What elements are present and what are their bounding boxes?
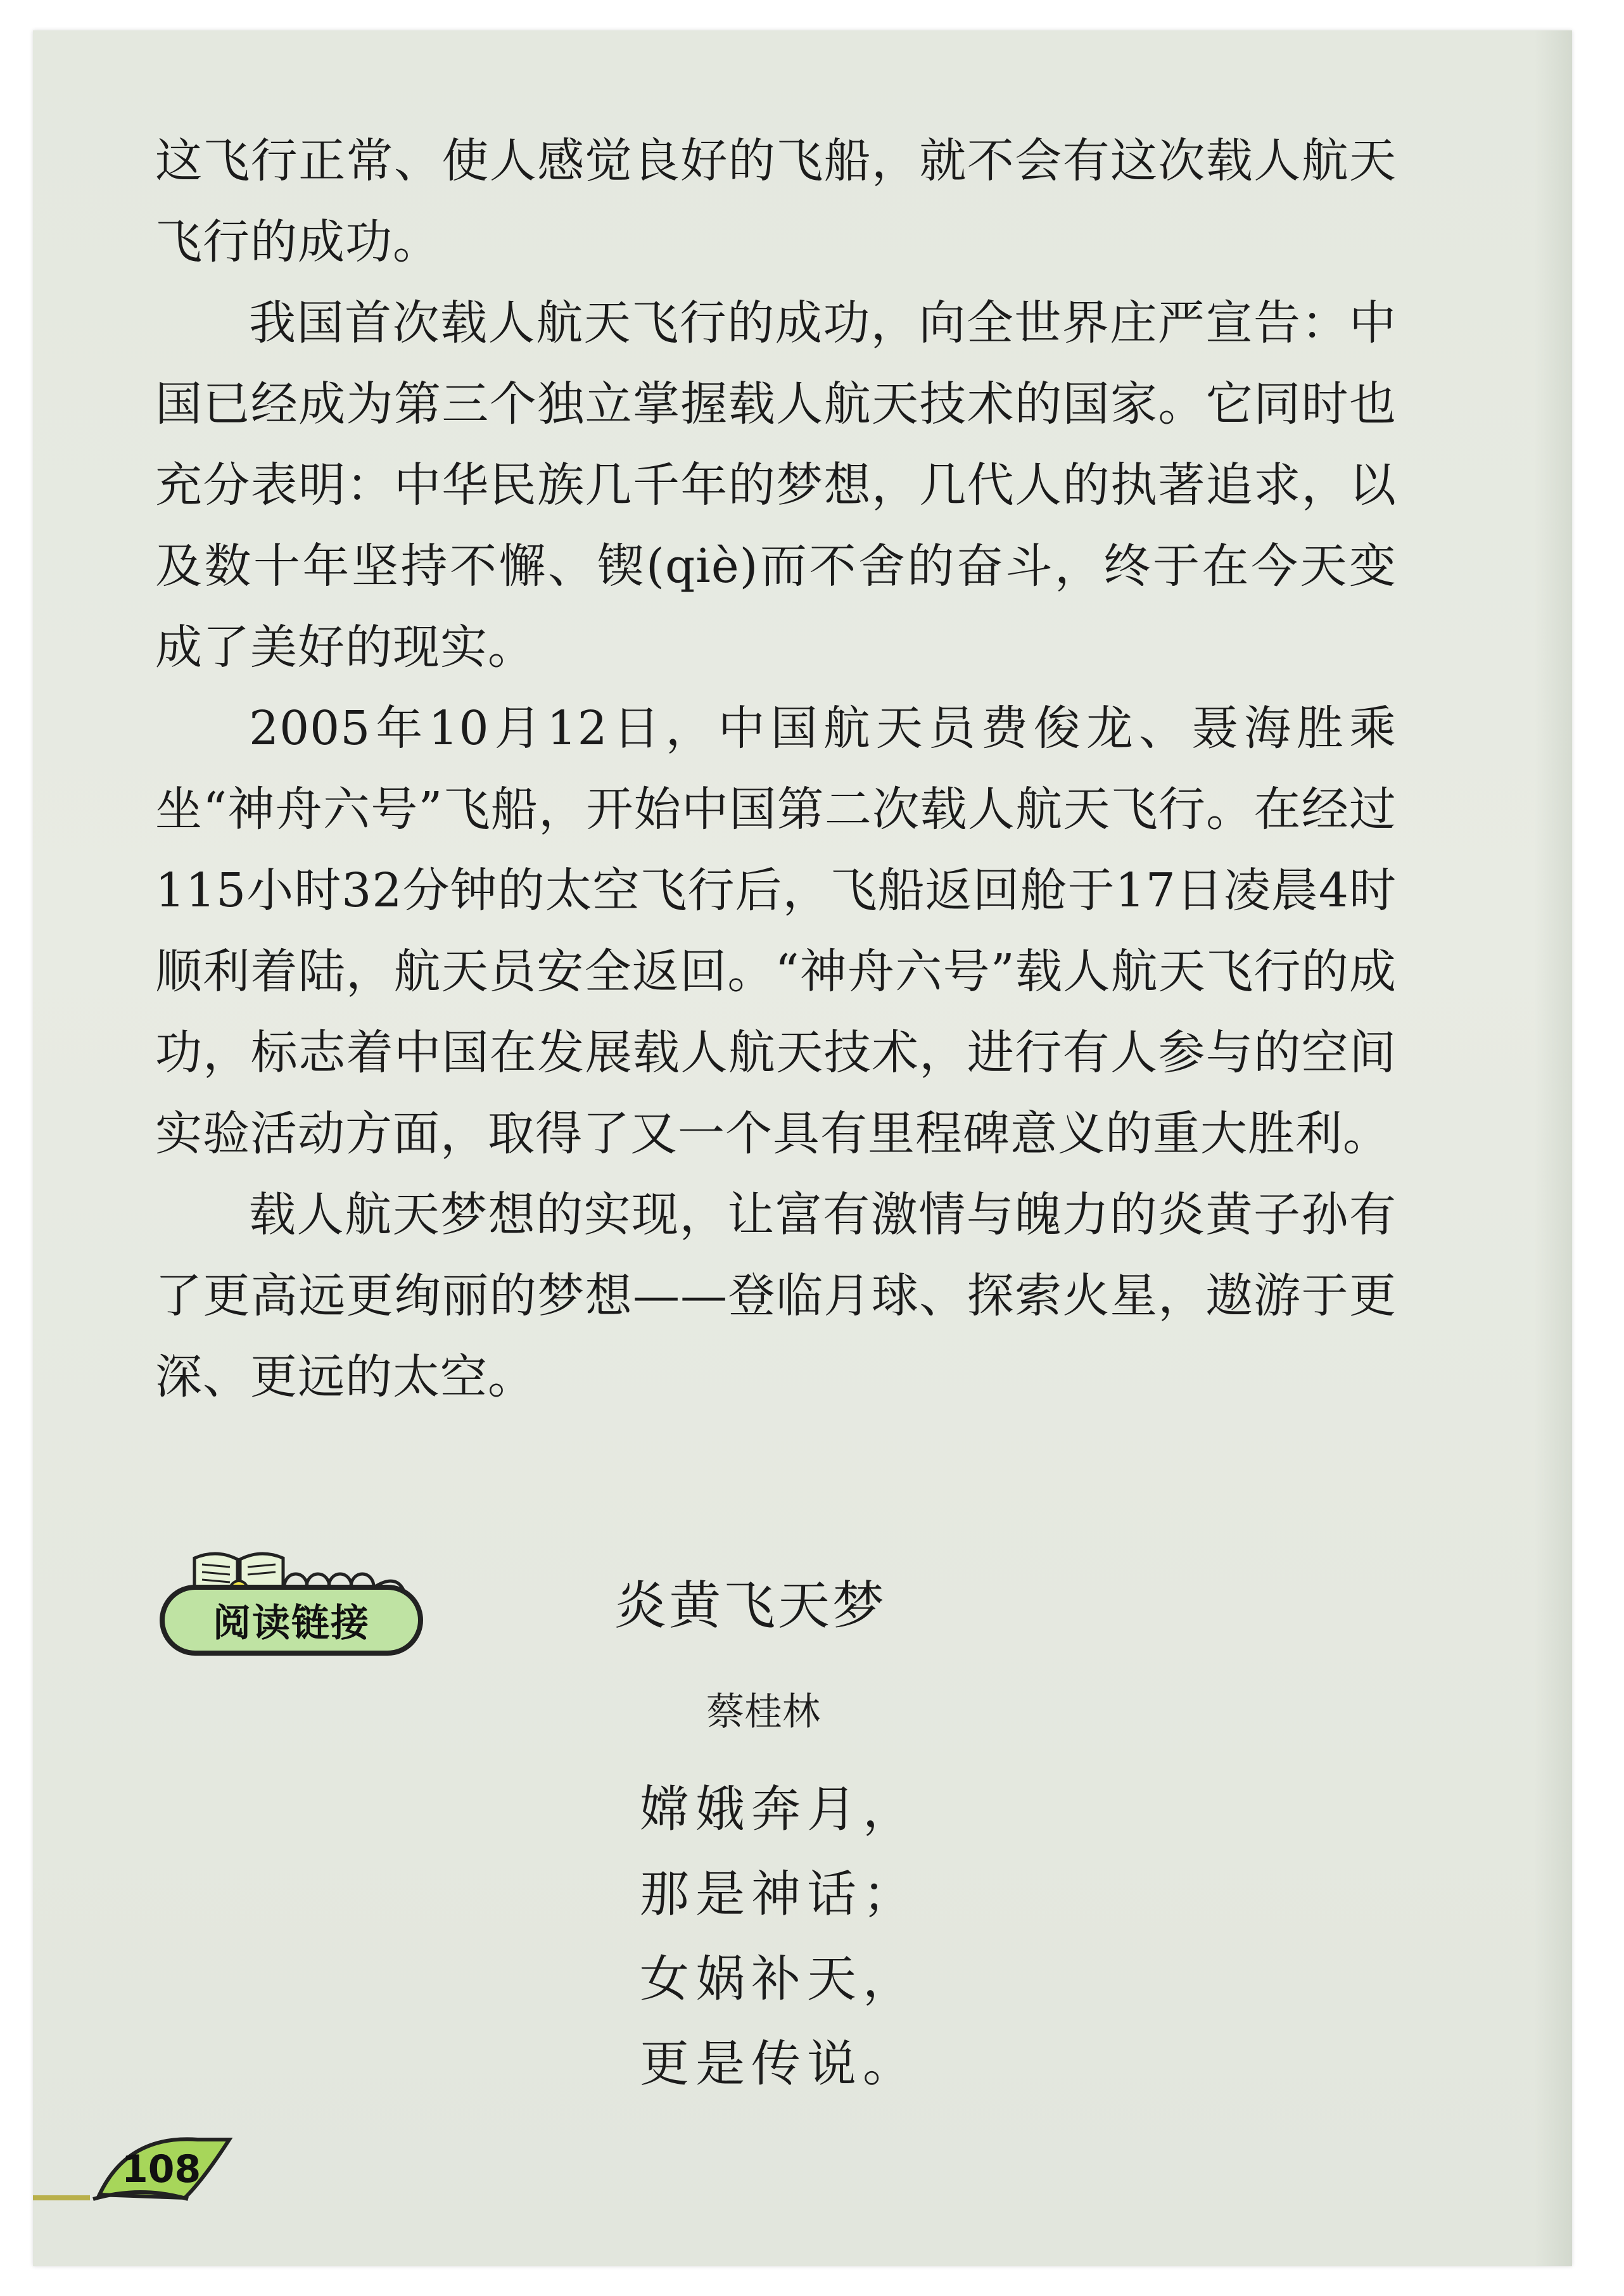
reading-link-label: 阅读链接 xyxy=(160,1585,423,1656)
poem-lines xyxy=(640,1767,1146,2107)
page-shading xyxy=(1534,30,1572,2266)
poem-title: 炎黄飞天梦 xyxy=(614,1576,887,1636)
body-text xyxy=(155,120,1397,1418)
paragraph-1: 这飞行正常、使人感觉良好的飞船，就不会有这次载人航天飞行的成功。 xyxy=(155,134,1397,269)
poem-author: 蔡桂林 xyxy=(706,1690,820,1734)
poem-line: 嫦娥奔月， xyxy=(640,1781,919,1838)
poem-line: 女娲补天， xyxy=(640,1951,919,2008)
reading-link-badge xyxy=(160,1545,432,1653)
paragraph-3: 2005年10月12日，中国航天员费俊龙、聂海胜乘坐“神舟六号”飞船，开始中国第二次载人航天飞行。在经过115小时32分钟的太空飞行后，飞船返回舱于17日凌晨4时顺利着陆，航天员安全返回。“神舟六号”载人航天飞行的成功，标志着中国在发展载人航天技术，进行有人参与的空间实验活动方面，取得了又一个具有里程碑意义的重大胜利。 xyxy=(155,701,1397,1161)
poem-line: 那是神话； xyxy=(640,1866,919,1923)
page-number-badge xyxy=(33,2122,242,2210)
page-number: 108 xyxy=(122,2147,201,2191)
poem-line: 更是传说。 xyxy=(640,2036,919,2093)
paragraph-4: 载人航天梦想的实现，让富有激情与魄力的炎黄子孙有了更高远更绚丽的梦想——登临月球、探索火星，遨游于更深、更远的太空。 xyxy=(155,1188,1397,1404)
paragraph-2: 我国首次载人航天飞行的成功，向全世界庄严宣告：中国已经成为第三个独立掌握载人航天技术的国家。它同时也充分表明：中华民族几千年的梦想，几代人的执著追求，以及数十年坚持不懈、锲(qiè)而不舍的奋斗，终于在今天变成了美好的现实。 xyxy=(155,296,1397,675)
